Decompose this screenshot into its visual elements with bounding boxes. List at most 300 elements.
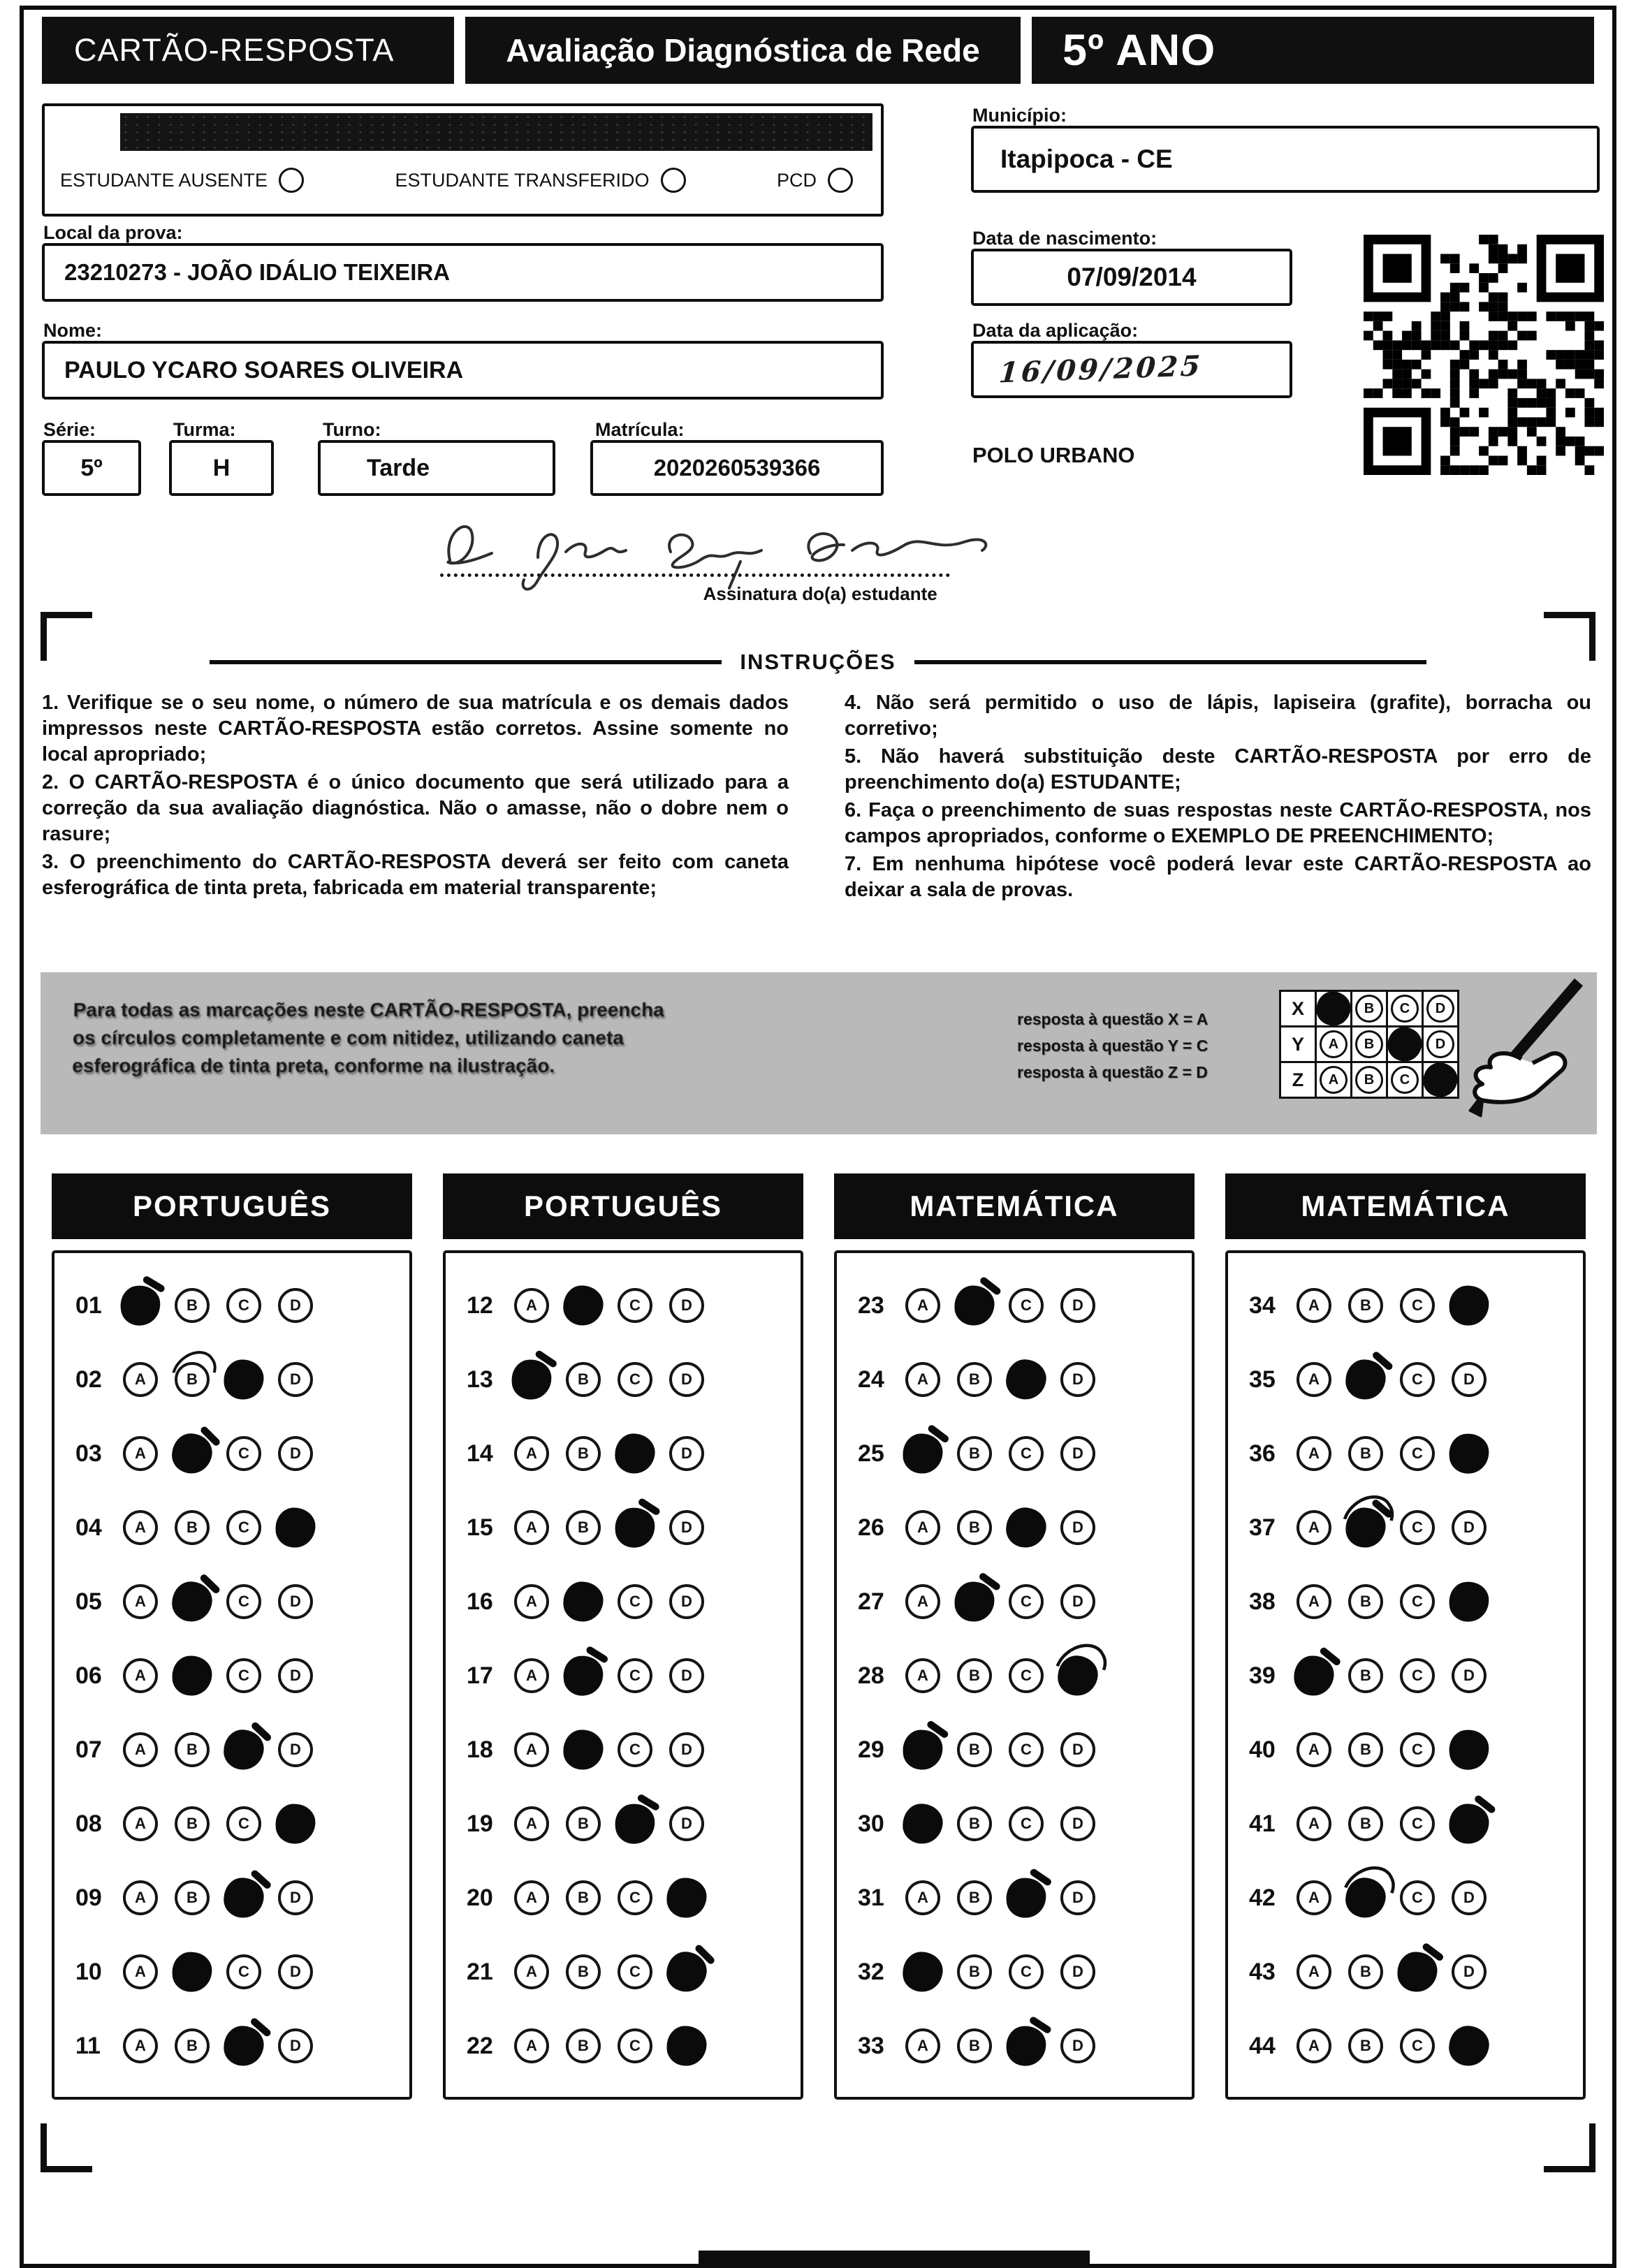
option-b-bubble[interactable]: [957, 1658, 992, 1693]
question-number: 10: [75, 1958, 102, 1985]
option-b-bubble[interactable]: [175, 1288, 210, 1323]
status-option-circle[interactable]: [828, 168, 853, 193]
option-d-bubble[interactable]: [666, 2026, 707, 2066]
option-d-bubble[interactable]: [278, 1954, 313, 1989]
option-a-bubble[interactable]: [511, 1359, 553, 1401]
option-d-bubble[interactable]: [669, 1436, 704, 1471]
option-letter: C: [1021, 1296, 1032, 1314]
example-option-a-bubble[interactable]: [1320, 1066, 1347, 1094]
option-letter: A: [526, 1963, 537, 1980]
option-letter: C: [238, 1444, 249, 1462]
option-d-bubble[interactable]: [1448, 1285, 1491, 1327]
option-c-bubble[interactable]: [1009, 1732, 1044, 1767]
option-c-bubble[interactable]: [1400, 1732, 1435, 1767]
question-number: 44: [1249, 2032, 1276, 2059]
option-c-bubble[interactable]: [223, 2025, 265, 2067]
option-c-bubble[interactable]: [1397, 1952, 1438, 1992]
option-letter: C: [238, 1667, 249, 1684]
option-a-bubble[interactable]: [123, 1436, 158, 1471]
example-option-a-bubble[interactable]: [1320, 1030, 1347, 1058]
status-option-circle[interactable]: [661, 168, 686, 193]
option-b-bubble[interactable]: [1348, 1806, 1383, 1841]
option-a-bubble[interactable]: [123, 1880, 158, 1915]
answer-options: [123, 1732, 313, 1767]
example-option-c-bubble[interactable]: [1391, 1066, 1419, 1094]
option-d-bubble[interactable]: [1449, 1804, 1489, 1844]
option-b-bubble[interactable]: [957, 1362, 992, 1397]
example-option-letter: B: [1364, 1000, 1375, 1016]
option-b-bubble[interactable]: [563, 1581, 604, 1623]
option-c-bubble[interactable]: [618, 1880, 652, 1915]
option-b-bubble[interactable]: [1348, 1658, 1383, 1693]
option-b-bubble[interactable]: [175, 1732, 210, 1767]
option-letter: C: [629, 1741, 641, 1758]
option-d-bubble[interactable]: [669, 1510, 704, 1545]
option-c-bubble[interactable]: [1400, 1584, 1435, 1619]
option-c-bubble[interactable]: [1005, 2024, 1048, 2068]
nome-label: Nome:: [43, 320, 103, 341]
answer-options: [514, 1658, 704, 1693]
option-b-bubble[interactable]: [957, 1806, 992, 1841]
option-a-bubble[interactable]: [514, 1584, 549, 1619]
option-a-bubble[interactable]: [1297, 1584, 1331, 1619]
option-c-bubble[interactable]: [226, 1288, 261, 1323]
option-c-bubble[interactable]: [618, 2028, 652, 2063]
question-row-06: [71, 1639, 409, 1713]
option-c-bubble[interactable]: [618, 1658, 652, 1693]
option-a-bubble[interactable]: [514, 1510, 549, 1545]
option-letter: D: [681, 1741, 692, 1758]
option-d-bubble[interactable]: [1060, 1954, 1095, 1989]
option-b-bubble[interactable]: [957, 1510, 992, 1545]
section-title: PORTUGUÊS: [443, 1173, 803, 1239]
option-d-bubble[interactable]: [1060, 1436, 1095, 1471]
status-option: [60, 168, 304, 193]
option-letter: B: [578, 1444, 589, 1462]
option-b-bubble[interactable]: [566, 1880, 601, 1915]
divider-line: [210, 660, 722, 664]
option-d-bubble[interactable]: [1060, 2028, 1095, 2063]
option-a-bubble[interactable]: [905, 1658, 940, 1693]
option-a-bubble[interactable]: [123, 1362, 158, 1397]
option-d-bubble[interactable]: [669, 1362, 704, 1397]
option-d-bubble[interactable]: [1060, 1584, 1095, 1619]
data-aplicacao-value: 16/09/2025: [998, 349, 1204, 390]
option-letter: C: [1021, 1593, 1032, 1610]
option-a-bubble[interactable]: [123, 1584, 158, 1619]
option-d-bubble[interactable]: [1452, 1954, 1487, 1989]
option-d-bubble[interactable]: [278, 1362, 313, 1397]
option-letter: A: [1308, 1741, 1320, 1758]
question-number: 22: [467, 2032, 493, 2059]
option-d-bubble[interactable]: [278, 1436, 313, 1471]
option-a-bubble[interactable]: [514, 1806, 549, 1841]
option-b-bubble[interactable]: [566, 1510, 601, 1545]
question-row-25: [854, 1417, 1192, 1491]
option-b-bubble[interactable]: [1345, 1507, 1387, 1549]
example-option-b-bubble[interactable]: [1355, 1030, 1383, 1058]
option-c-bubble[interactable]: [226, 1584, 261, 1619]
option-b-bubble[interactable]: [566, 1436, 601, 1471]
option-c-bubble[interactable]: [1005, 1506, 1049, 1550]
answer-options: [514, 2028, 704, 2063]
option-c-bubble[interactable]: [226, 1806, 261, 1841]
option-a-bubble[interactable]: [902, 1951, 944, 1993]
answer-options: [123, 1806, 313, 1841]
option-c-bubble[interactable]: [613, 1801, 657, 1846]
option-c-bubble[interactable]: [1400, 1806, 1435, 1841]
option-c-bubble[interactable]: [226, 1436, 261, 1471]
option-letter: C: [629, 2037, 641, 2054]
option-b-bubble[interactable]: [175, 1510, 210, 1545]
option-letter: A: [1308, 1963, 1320, 1980]
option-a-bubble[interactable]: [1297, 1436, 1331, 1471]
option-c-bubble[interactable]: [1009, 1436, 1044, 1471]
option-c-bubble[interactable]: [1400, 1436, 1435, 1471]
option-c-bubble[interactable]: [1004, 1357, 1049, 1402]
status-option: [777, 168, 853, 193]
option-letter: A: [135, 1370, 146, 1388]
answer-options: [1297, 1954, 1487, 1989]
option-letter: B: [969, 1667, 980, 1684]
option-b-bubble[interactable]: [172, 1655, 213, 1697]
answer-options: [123, 1436, 313, 1471]
option-b-bubble[interactable]: [1348, 1584, 1383, 1619]
option-c-bubble[interactable]: [613, 1506, 657, 1549]
option-d-bubble[interactable]: [1447, 1432, 1491, 1475]
option-letter: B: [1360, 1667, 1371, 1684]
question-number: 26: [858, 1514, 884, 1541]
option-d-bubble[interactable]: [1447, 1727, 1491, 1772]
option-c-bubble[interactable]: [1009, 1658, 1044, 1693]
option-b-bubble[interactable]: [955, 1286, 995, 1326]
question-number: 14: [467, 1440, 493, 1467]
instruction-item: 4. Não será permitido o uso de lápis, lapiseira (grafite), borracha ou corretivo;: [845, 692, 1591, 740]
option-d-bubble[interactable]: [1060, 1806, 1095, 1841]
answer-grid: [443, 1250, 803, 2100]
option-b-bubble[interactable]: [1348, 1954, 1383, 1989]
option-b-bubble[interactable]: [957, 1732, 992, 1767]
option-c-bubble[interactable]: [1400, 2028, 1435, 2063]
option-a-bubble[interactable]: [123, 1954, 158, 1989]
municipio-value: Itapipoca - CE: [1000, 145, 1173, 173]
option-d-bubble[interactable]: [664, 1949, 709, 1994]
turno-field: [318, 440, 555, 496]
question-number: 28: [858, 1662, 884, 1689]
option-letter: A: [526, 1593, 537, 1610]
option-d-bubble[interactable]: [1060, 1510, 1095, 1545]
option-d-bubble[interactable]: [275, 1803, 316, 1845]
option-letter: D: [1463, 1370, 1475, 1388]
answer-section-1: [52, 1173, 412, 2100]
question-row-24: [854, 1342, 1192, 1417]
question-row-05: [71, 1565, 409, 1639]
option-letter: C: [629, 1963, 641, 1980]
student-status-box: [42, 103, 884, 217]
option-letter: D: [290, 1963, 301, 1980]
option-a-bubble[interactable]: [903, 1433, 943, 1474]
option-b-bubble[interactable]: [954, 1581, 995, 1623]
question-row-23: [854, 1268, 1192, 1342]
option-b-bubble[interactable]: [175, 1880, 210, 1915]
option-a-bubble[interactable]: [514, 1954, 549, 1989]
option-b-bubble[interactable]: [170, 1431, 214, 1476]
option-letter: D: [1072, 1296, 1083, 1314]
option-a-bubble[interactable]: [1297, 1362, 1331, 1397]
question-number: 20: [467, 1884, 493, 1911]
option-c-bubble[interactable]: [226, 1954, 261, 1989]
option-c-bubble[interactable]: [224, 1360, 264, 1400]
instruction-item: 1. Verifique se o seu nome, o número de sua matrícula e os demais dados impressos neste CARTÃO-RESPOSTA estão corretos. Assine somente no local apropriado;: [42, 692, 789, 766]
status-option-circle[interactable]: [279, 168, 304, 193]
option-b-bubble[interactable]: [957, 1436, 992, 1471]
option-d-bubble[interactable]: [669, 1806, 704, 1841]
serie-label: Série:: [43, 419, 96, 440]
option-b-bubble[interactable]: [957, 2028, 992, 2063]
option-d-bubble[interactable]: [278, 2028, 313, 2063]
option-a-bubble[interactable]: [1297, 1954, 1331, 1989]
option-a-bubble[interactable]: [905, 1510, 940, 1545]
option-b-bubble[interactable]: [175, 1362, 210, 1397]
option-d-bubble[interactable]: [1452, 1362, 1487, 1397]
option-a-bubble[interactable]: [123, 1510, 158, 1545]
question-number: 12: [467, 1292, 493, 1319]
option-letter: C: [1021, 1963, 1032, 1980]
question-row-16: [462, 1565, 801, 1639]
nome-field: [42, 341, 884, 400]
option-c-bubble[interactable]: [222, 1728, 265, 1771]
option-a-bubble[interactable]: [118, 1283, 163, 1328]
option-letter: A: [917, 1519, 928, 1536]
option-letter: B: [969, 1889, 980, 1906]
example-option-cell: [1315, 990, 1352, 1027]
option-letter: B: [187, 2037, 198, 2054]
option-c-bubble[interactable]: [618, 1288, 652, 1323]
answer-options: [123, 1584, 313, 1619]
question-number: 35: [1249, 1366, 1276, 1393]
option-letter: A: [917, 1593, 928, 1610]
option-letter: D: [1463, 1963, 1475, 1980]
option-d-bubble[interactable]: [278, 1584, 313, 1619]
answer-options: [905, 1362, 1095, 1397]
data-nascimento-value: 07/09/2014: [1067, 263, 1197, 291]
question-row-33: [854, 2009, 1192, 2083]
option-a-bubble[interactable]: [905, 1880, 940, 1915]
option-d-bubble[interactable]: [1447, 1580, 1491, 1624]
question-row-21: [462, 1935, 801, 2009]
option-letter: D: [1072, 1889, 1083, 1906]
option-d-bubble[interactable]: [1452, 1880, 1487, 1915]
question-row-19: [462, 1787, 801, 1861]
example-question-label: Z: [1292, 1069, 1304, 1090]
option-b-bubble[interactable]: [566, 1806, 601, 1841]
option-d-bubble[interactable]: [278, 1658, 313, 1693]
option-c-bubble[interactable]: [618, 1584, 652, 1619]
option-c-bubble[interactable]: [226, 1658, 261, 1693]
option-a-bubble[interactable]: [514, 1288, 549, 1323]
option-c-bubble[interactable]: [618, 1954, 652, 1989]
option-c-bubble[interactable]: [618, 1732, 652, 1767]
option-c-bubble[interactable]: [226, 1510, 261, 1545]
option-b-bubble[interactable]: [1348, 1436, 1383, 1471]
hand-pen-illustration: [1417, 975, 1591, 1132]
option-d-bubble[interactable]: [669, 1584, 704, 1619]
option-d-bubble[interactable]: [1447, 2024, 1491, 2068]
option-b-bubble[interactable]: [1348, 2028, 1383, 2063]
option-a-bubble[interactable]: [905, 1288, 940, 1323]
question-row-29: [854, 1713, 1192, 1787]
option-a-bubble[interactable]: [514, 2028, 549, 2063]
option-c-bubble[interactable]: [1400, 1880, 1435, 1915]
example-option-letter: B: [1364, 1071, 1375, 1088]
option-b-bubble[interactable]: [175, 1806, 210, 1841]
option-letter: C: [1412, 2037, 1423, 2054]
option-d-bubble[interactable]: [278, 1732, 313, 1767]
question-row-04: [71, 1491, 409, 1565]
option-a-bubble[interactable]: [1297, 1510, 1331, 1545]
answer-options: [123, 1658, 313, 1693]
example-option-b-bubble[interactable]: [1355, 995, 1383, 1023]
option-b-bubble[interactable]: [566, 2028, 601, 2063]
option-a-bubble[interactable]: [1294, 1655, 1334, 1696]
option-b-bubble[interactable]: [566, 1362, 601, 1397]
option-letter: A: [135, 1889, 146, 1906]
option-a-bubble[interactable]: [1297, 2028, 1331, 2063]
option-c-bubble[interactable]: [1005, 1877, 1048, 1919]
example-option-cell: [1315, 1061, 1352, 1099]
answer-grid: [834, 1250, 1195, 2100]
option-d-bubble[interactable]: [1056, 1654, 1100, 1697]
option-b-bubble[interactable]: [1345, 1359, 1387, 1400]
option-a-bubble[interactable]: [905, 1362, 940, 1397]
option-c-bubble[interactable]: [223, 1877, 265, 1919]
option-a-bubble[interactable]: [514, 1658, 549, 1693]
option-d-bubble[interactable]: [1060, 1288, 1095, 1323]
question-number: 02: [75, 1366, 102, 1393]
option-letter: C: [1021, 1444, 1032, 1462]
option-c-bubble[interactable]: [1009, 1806, 1044, 1841]
option-c-bubble[interactable]: [1009, 1954, 1044, 1989]
option-d-bubble[interactable]: [1452, 1658, 1487, 1693]
answer-options: [905, 1658, 1095, 1693]
option-b-bubble[interactable]: [957, 1954, 992, 1989]
option-a-bubble[interactable]: [123, 1732, 158, 1767]
option-a-bubble[interactable]: [902, 1729, 944, 1771]
option-letter: A: [1308, 1296, 1320, 1314]
instructions-right-column: [845, 690, 1591, 905]
option-b-bubble[interactable]: [170, 1580, 214, 1624]
option-a-bubble[interactable]: [514, 1880, 549, 1915]
option-d-bubble[interactable]: [1060, 1362, 1095, 1397]
option-a-bubble[interactable]: [514, 1732, 549, 1767]
question-number: 41: [1249, 1810, 1276, 1837]
answer-options: [1297, 1510, 1487, 1545]
option-d-bubble[interactable]: [667, 1878, 707, 1918]
option-b-bubble[interactable]: [566, 1954, 601, 1989]
option-letter: D: [290, 1741, 301, 1758]
option-a-bubble[interactable]: [123, 2028, 158, 2063]
option-letter: C: [238, 1815, 249, 1832]
local-prova-label: Local da prova:: [43, 222, 183, 243]
option-a-bubble[interactable]: [123, 1806, 158, 1841]
answer-options: [123, 1954, 313, 1989]
option-b-bubble[interactable]: [562, 1285, 605, 1327]
option-letter: C: [1412, 1741, 1423, 1758]
option-a-bubble[interactable]: [123, 1658, 158, 1693]
option-c-bubble[interactable]: [1400, 1362, 1435, 1397]
option-letter: A: [526, 1519, 537, 1536]
option-letter: B: [969, 2037, 980, 2054]
question-number: 42: [1249, 1884, 1276, 1911]
option-a-bubble[interactable]: [1297, 1732, 1331, 1767]
option-d-bubble[interactable]: [278, 1880, 313, 1915]
instruction-item: 3. O preenchimento do CARTÃO-RESPOSTA deverá ser feito com caneta esferográfica de tinta preta, fabricada em material transparente;: [42, 851, 789, 899]
option-d-bubble[interactable]: [1060, 1732, 1095, 1767]
question-number: 08: [75, 1810, 102, 1837]
option-a-bubble[interactable]: [902, 1803, 944, 1845]
option-letter: C: [1412, 1370, 1423, 1388]
option-c-bubble[interactable]: [1009, 1584, 1044, 1619]
option-c-bubble[interactable]: [1009, 1288, 1044, 1323]
option-d-bubble[interactable]: [278, 1288, 313, 1323]
option-letter: B: [187, 1889, 198, 1906]
option-b-bubble[interactable]: [175, 2028, 210, 2063]
answer-options: [1297, 1362, 1487, 1397]
option-letter: B: [1360, 1741, 1371, 1758]
option-a-bubble[interactable]: [905, 2028, 940, 2063]
option-a-bubble[interactable]: [1297, 1806, 1331, 1841]
option-letter: A: [1308, 1519, 1320, 1536]
example-option-b-bubble[interactable]: [1355, 1066, 1383, 1094]
option-letter: B: [187, 1296, 198, 1314]
option-d-bubble[interactable]: [669, 1658, 704, 1693]
answer-options: [1297, 1584, 1487, 1619]
option-a-bubble[interactable]: [905, 1584, 940, 1619]
option-c-bubble[interactable]: [1400, 1658, 1435, 1693]
data-aplicacao-field: [971, 341, 1292, 398]
option-a-bubble[interactable]: [1297, 1288, 1331, 1323]
option-d-bubble[interactable]: [275, 1507, 316, 1548]
option-c-bubble[interactable]: [618, 1362, 652, 1397]
option-b-bubble[interactable]: [171, 1951, 214, 1993]
option-c-bubble[interactable]: [614, 1433, 656, 1475]
option-letter: A: [526, 1815, 537, 1832]
option-d-bubble[interactable]: [1452, 1510, 1487, 1545]
example-option-c-bubble[interactable]: [1391, 995, 1419, 1023]
option-b-bubble[interactable]: [563, 1729, 604, 1770]
option-a-bubble[interactable]: [514, 1436, 549, 1471]
option-letter: C: [1412, 1593, 1423, 1610]
option-b-bubble[interactable]: [1348, 1732, 1383, 1767]
option-a-bubble[interactable]: [1297, 1880, 1331, 1915]
option-d-bubble[interactable]: [669, 1732, 704, 1767]
example-option-cell: [1350, 1025, 1388, 1063]
option-b-bubble[interactable]: [562, 1654, 606, 1698]
example-option-cell: [1315, 1025, 1352, 1063]
option-b-bubble[interactable]: [1343, 1875, 1388, 1920]
option-d-bubble[interactable]: [669, 1288, 704, 1323]
example-answer-note: resposta à questão X = A: [1017, 1010, 1208, 1028]
redacted-bar: [120, 113, 872, 151]
signature-caption: Assinatura do(a) estudante: [703, 583, 937, 604]
option-c-bubble[interactable]: [1400, 1288, 1435, 1323]
question-number: 04: [75, 1514, 102, 1541]
option-b-bubble[interactable]: [1348, 1288, 1383, 1323]
option-c-bubble[interactable]: [1400, 1510, 1435, 1545]
option-b-bubble[interactable]: [957, 1880, 992, 1915]
option-d-bubble[interactable]: [1060, 1880, 1095, 1915]
example-option-a-bubble[interactable]: [1315, 990, 1352, 1027]
